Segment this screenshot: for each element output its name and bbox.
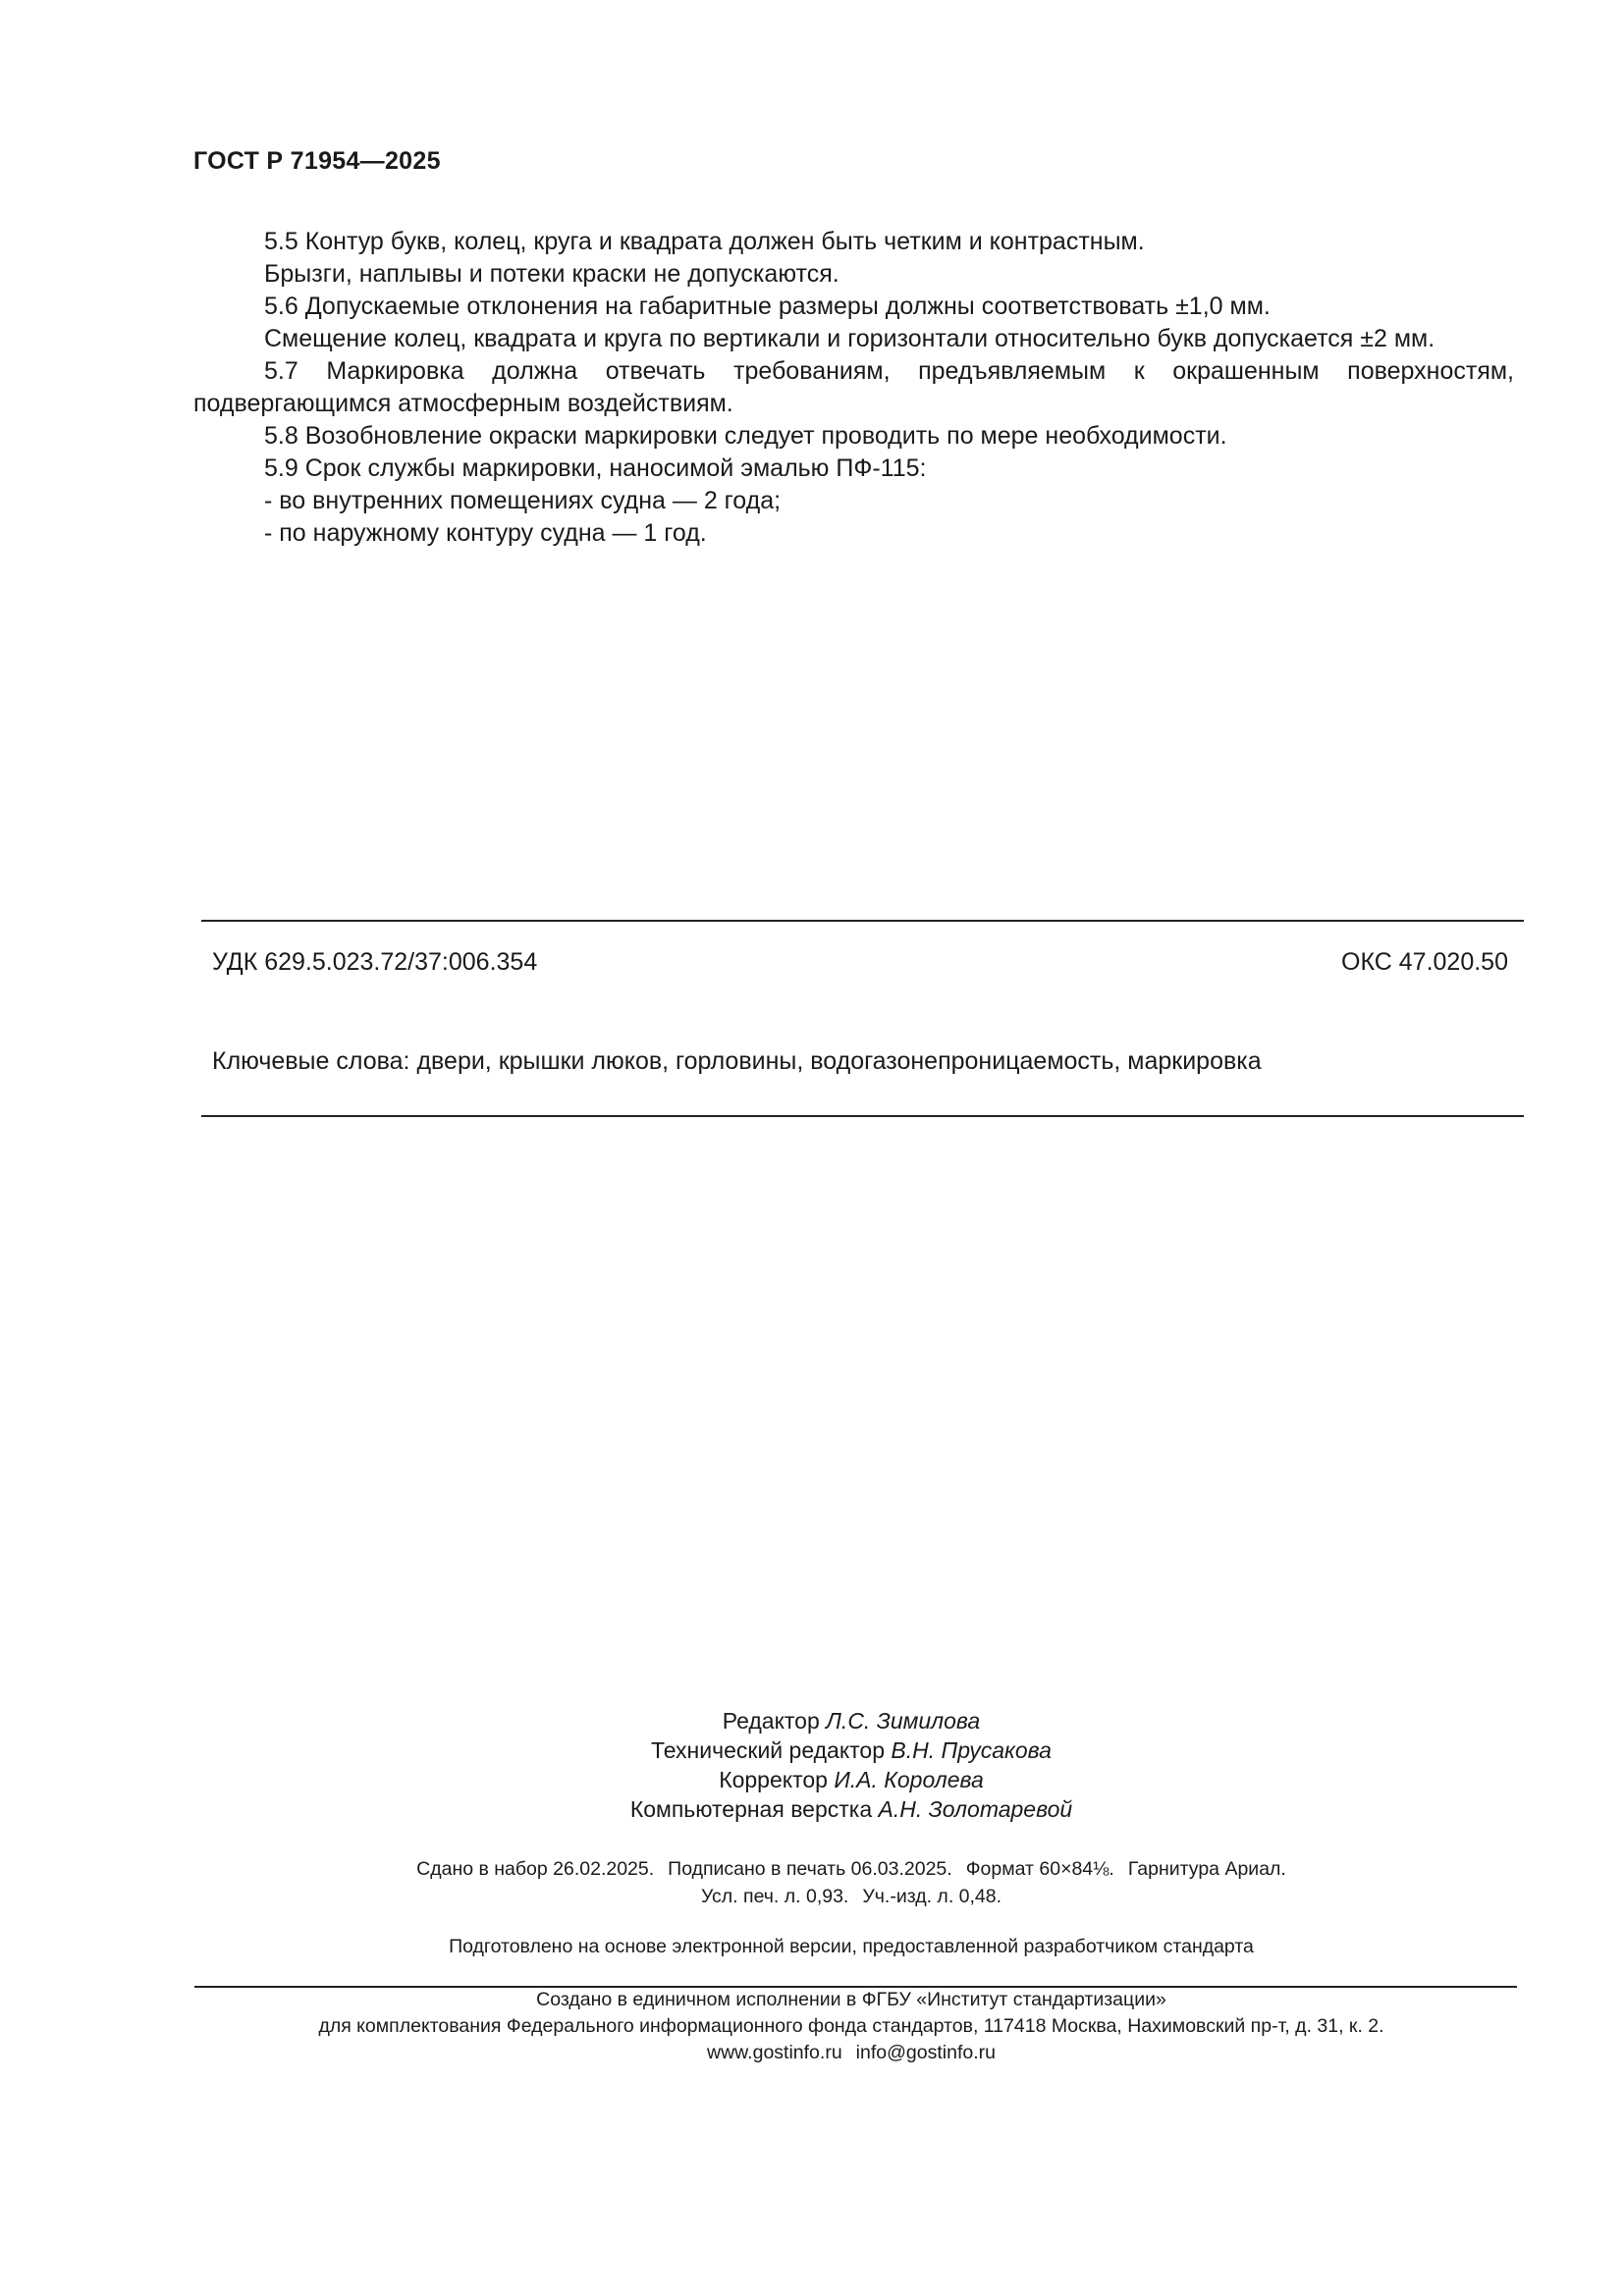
website-link[interactable]: www.gostinfo.ru xyxy=(707,2042,842,2063)
bottom-divider xyxy=(201,1115,1524,1117)
imprint-line-1: Сдано в набор 26.02.2025. Подписано в печать 06.03.2025. Формат 60×84⅛. Гарнитура Ариал. xyxy=(416,1858,1286,1880)
paragraph-5-8: 5.8 Возобновление окраски маркировки следует проводить по мере необходимости. xyxy=(264,422,1227,450)
top-divider xyxy=(201,920,1524,922)
tech-editor-line: Технический редактор В.Н. Прусакова xyxy=(651,1737,1052,1763)
layout-line: Компьютерная верстка А.Н. Золотаревой xyxy=(629,1796,1073,1822)
paragraph-5-5: 5.5 Контур букв, колец, круга и квадрата должен быть четким и контрастным. xyxy=(264,228,1145,255)
paragraph-5-7: 5.7 Маркировка должна отвечать требованиям, предъявляемым к окрашенным поверхностям, подвергающимся атмосферным воздействиям. xyxy=(193,357,1514,417)
udk-code: УДК 629.5.023.72/37:006.354 xyxy=(212,948,538,976)
credits-block xyxy=(0,1706,1624,1824)
oks-code: ОКС 47.020.50 xyxy=(1341,948,1508,976)
email-link[interactable]: info@gostinfo.ru xyxy=(855,2042,996,2063)
imprint-block xyxy=(0,1855,1624,1910)
prepared-note: Подготовлено на основе электронной версии, предоставленной разработчиком стандарта xyxy=(449,1936,1254,1957)
paragraph-5-5-cont: Брызги, наплывы и потеки краски не допускаются. xyxy=(264,260,839,288)
paragraph-5-6: 5.6 Допускаемые отклонения на габаритные размеры должны соответствовать ±1,0 мм. xyxy=(264,293,1271,320)
publisher-footer xyxy=(0,1987,1624,2066)
keywords: Ключевые слова: двери, крышки люков, горловины, водогазонепроницаемость, маркировка xyxy=(212,1047,1262,1075)
paragraph-5-6-cont: Смещение колец, квадрата и круга по вертикали и горизонтали относительно букв допускается ±2 мм. xyxy=(264,325,1435,352)
imprint-line-2: Усл. печ. л. 0,93. Уч.-изд. л. 0,48. xyxy=(700,1886,1002,1907)
footer-contacts xyxy=(0,2040,1624,2066)
corrector-line: Корректор И.А. Королева xyxy=(719,1767,984,1792)
footer-line-2: для комплектования Федерального информационного фонда стандартов, 117418 Москва, Нахимовский пр-т, д. 31, к. 2. xyxy=(318,2015,1384,2037)
editor-line: Редактор Л.С. Зимилова xyxy=(722,1708,981,1734)
document-code: ГОСТ Р 71954—2025 xyxy=(193,147,441,175)
footer-line-1: Создано в единичном исполнении в ФГБУ «Институт стандартизации» xyxy=(536,1989,1166,2010)
list-item: - по наружному контуру судна — 1 год. xyxy=(264,519,707,547)
paragraph-5-9: 5.9 Срок службы маркировки, наносимой эмалью ПФ-115: xyxy=(264,454,927,482)
main-text xyxy=(193,226,1514,550)
list-item: - во внутренних помещениях судна — 2 года; xyxy=(264,487,782,514)
